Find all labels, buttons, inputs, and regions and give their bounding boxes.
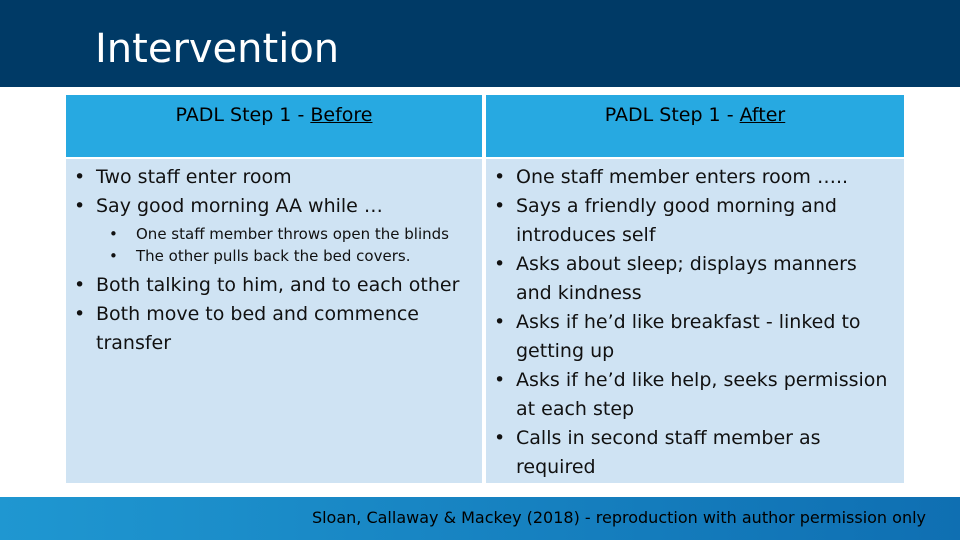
list-item: • Two staff enter room xyxy=(66,163,482,192)
header-after xyxy=(486,95,904,157)
list-item: • One staff member enters room ….. xyxy=(486,163,896,192)
comparison-table xyxy=(66,95,904,483)
list-item: • Says a friendly good morning and introduces self xyxy=(486,192,896,250)
list-item: • Calls in second staff member as required xyxy=(486,424,896,482)
title-bar xyxy=(0,0,960,87)
header-before-prefix: PADL Step 1 - xyxy=(175,104,311,126)
before-list xyxy=(66,163,482,358)
header-after-prefix: PADL Step 1 - xyxy=(604,104,740,126)
before-sub-list xyxy=(66,223,482,267)
header-before xyxy=(66,95,482,157)
list-item: • Both move to bed and commence transfer xyxy=(66,300,482,358)
list-item: • Say good morning AA while … xyxy=(66,192,482,221)
sub-list-item: • The other pulls back the bed covers. xyxy=(66,245,482,267)
footer-citation: Sloan, Callaway & Mackey (2018) - reproduction with author permission only xyxy=(311,508,926,527)
after-list xyxy=(486,163,896,482)
footer-bar xyxy=(0,497,960,540)
list-item: • Asks if he’d like breakfast - linked to getting up xyxy=(486,308,896,366)
sub-list-item: • One staff member throws open the blinds xyxy=(66,223,482,245)
header-before-link[interactable]: Before xyxy=(310,104,373,126)
list-item: • Asks about sleep; displays manners and kindness xyxy=(486,250,896,308)
list-item: • Both talking to him, and to each other xyxy=(66,271,482,300)
header-after-link[interactable]: After xyxy=(739,104,786,126)
sub-list-wrapper xyxy=(66,223,482,267)
cell-after xyxy=(486,159,904,483)
slide-title: Intervention xyxy=(95,26,340,72)
list-item: • Asks if he’d like help, seeks permission at each step xyxy=(486,366,896,424)
cell-before xyxy=(66,159,482,483)
